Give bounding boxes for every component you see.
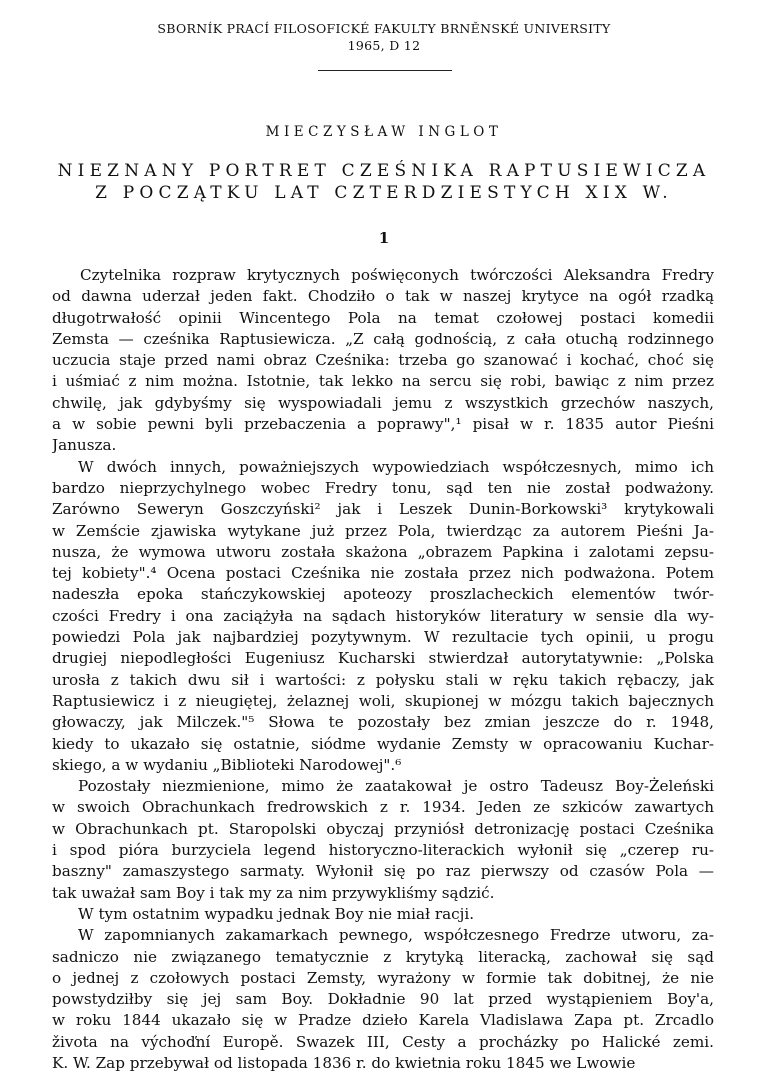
body-line: od dawna uderzał jeden fakt. Chodziło o tak w naszej krytyce na ogół rzadką (52, 287, 714, 306)
body-line: i spod pióra burzyciela legend historyczno-literackich wyłonił się „czerep ru- (52, 841, 714, 860)
body-line: sadniczo nie związanego tematycznie z krytyką literacką, zachował się sąd (52, 947, 714, 966)
section-number: 1 (378, 229, 390, 247)
body-line: W dwóch innych, poważniejszych wypowiedziach współczesnych, mimo ich (78, 457, 714, 476)
article-title (0, 160, 768, 204)
body-line: bardzo nieprzychylnego wobec Fredry tonu, sąd ten nie został podważony. (52, 478, 714, 497)
body-line: Janusza. (52, 436, 117, 455)
body-line: baszny" zamaszystego sarmaty. Wyłonił się po raz pierwszy od czasów Pola — (52, 862, 714, 881)
body-line: o jednej z czołowych postaci Zemsty, wyrażony w formie tak dobitnej, że nie (52, 968, 714, 987)
journal-title: SBORNÍK PRACÍ FILOSOFICKÉ FAKULTY BRNĚNSKÉ UNIVERSITY (157, 21, 611, 36)
body-line: a w sobie pewni byli przebaczenia a poprawy",¹ pisał w r. 1835 autor Pieśni (52, 415, 714, 434)
body-line: i uśmiać z nim można. Istotnie, tak lekko na sercu się robi, bawiąc z nim przez (52, 372, 714, 391)
body-line: powiedzi Pola jak najbardziej pozytywnym. W rezultacie tych opinii, u progu (52, 628, 714, 647)
body-line: nadeszła epoka stańczykowskiej apoteozy proszlacheckich elementów twór- (52, 585, 714, 604)
body-line: Raptusiewicz i z nieugiętej, żelaznej woli, skupionej w mózgu takich bajecznych (52, 691, 714, 710)
body-line: powstydziłby się jej sam Boy. Dokładnie 90 lat przed wystąpieniem Boy'a, (52, 990, 714, 1009)
body-line: drugiej niepodległości Eugeniusz Kucharski stwierdzał autorytatywnie: „Polska (52, 649, 714, 668)
header-divider (318, 70, 452, 71)
article-author: MIECZYSŁAW INGLOT (265, 124, 503, 140)
journal-volume: 1965, D 12 (347, 38, 421, 53)
body-line: czości Fredry i ona zaciążyła na sądach historyków literatury w sensie dla wy- (52, 606, 714, 625)
body-line: długotrwałość opinii Wincentego Pola na temat czołowej postaci komedii (52, 308, 714, 327)
body-line: Pozostały niezmienione, mimo że zaatakował je ostro Tadeusz Boy-Żeleński (78, 777, 714, 796)
body-line: w Obrachunkach pt. Staropolski obyczaj przyniósł detronizację postaci Cześnika (52, 819, 714, 838)
body-line: tej kobiety".⁴ Ocena postaci Cześnika nie została przez nich podważona. Potem (52, 564, 714, 583)
body-line: Zarówno Seweryn Goszczyński² jak i Leszek Dunin-Borkowski³ krytykowali (52, 500, 714, 519)
body-line: Czytelnika rozpraw krytycznych poświęconych twórczości Aleksandra Fredry (80, 266, 714, 284)
journal-header (0, 20, 768, 54)
body-line: w Zemście zjawiska wytykane już przez Pola, twierdząc za autorem Pieśni Ja- (52, 521, 714, 540)
body-line: urosła z takich dwu sił i wartości: z połysku stali w ręku takich rębaczy, jak (52, 670, 714, 689)
article-body (52, 265, 714, 1074)
body-line: W zapomnianych zakamarkach pewnego, współczesnego Fredrze utworu, za- (78, 926, 714, 945)
body-line: skiego, a w wydaniu „Biblioteki Narodowej".⁶ (52, 755, 402, 774)
body-line: chwilę, jak gdybyśmy się wyspowiadali jemu z wszystkich grzechów naszych, (52, 393, 714, 412)
body-line: Zemsta — cześnika Raptusiewicza. „Z całą godnością, z cała otuchą rodzinnego (52, 329, 714, 348)
body-line: głowaczy, jak Milczek."⁵ Słowa te pozostały bez zmian jeszcze do r. 1948, (52, 713, 714, 732)
body-line: w swoich Obrachunkach fredrowskich z r. 1934. Jeden ze szkiców zawartych (52, 798, 714, 817)
body-line: tak uważał sam Boy i tak my za nim przywykliśmy sądzić. (52, 883, 495, 902)
body-line: života na výchoďní Europě. Swazek III, Cesty a procházky po Halické zemi. (52, 1032, 714, 1051)
title-line-2: Z POCZĄTKU LAT CZTERDZIESTYCH XIX W. (95, 183, 673, 203)
body-line: uczucia staje przed nami obraz Cześnika: trzeba go szanować i kochać, choć się (52, 351, 714, 370)
title-line-1: NIEZNANY PORTRET CZEŚNIKA RAPTUSIEWICZA (57, 161, 711, 181)
body-line: kiedy to ukazało się ostatnie, siódme wydanie Zemsty w opracowaniu Kuchar- (52, 734, 714, 753)
body-line: w roku 1844 ukazało się w Pradze dzieło Karela Vladislawa Zapa pt. Zrcadlo (52, 1011, 714, 1030)
body-line: K. W. Zap przebywał od listopada 1836 r. do kwietnia roku 1845 we Lwowie (52, 1053, 636, 1072)
body-line: nusza, że wymowa utworu została skażona „obrazem Papkina i zalotami zepsu- (52, 542, 714, 561)
body-line: W tym ostatnim wypadku jednak Boy nie miał racji. (78, 904, 475, 923)
